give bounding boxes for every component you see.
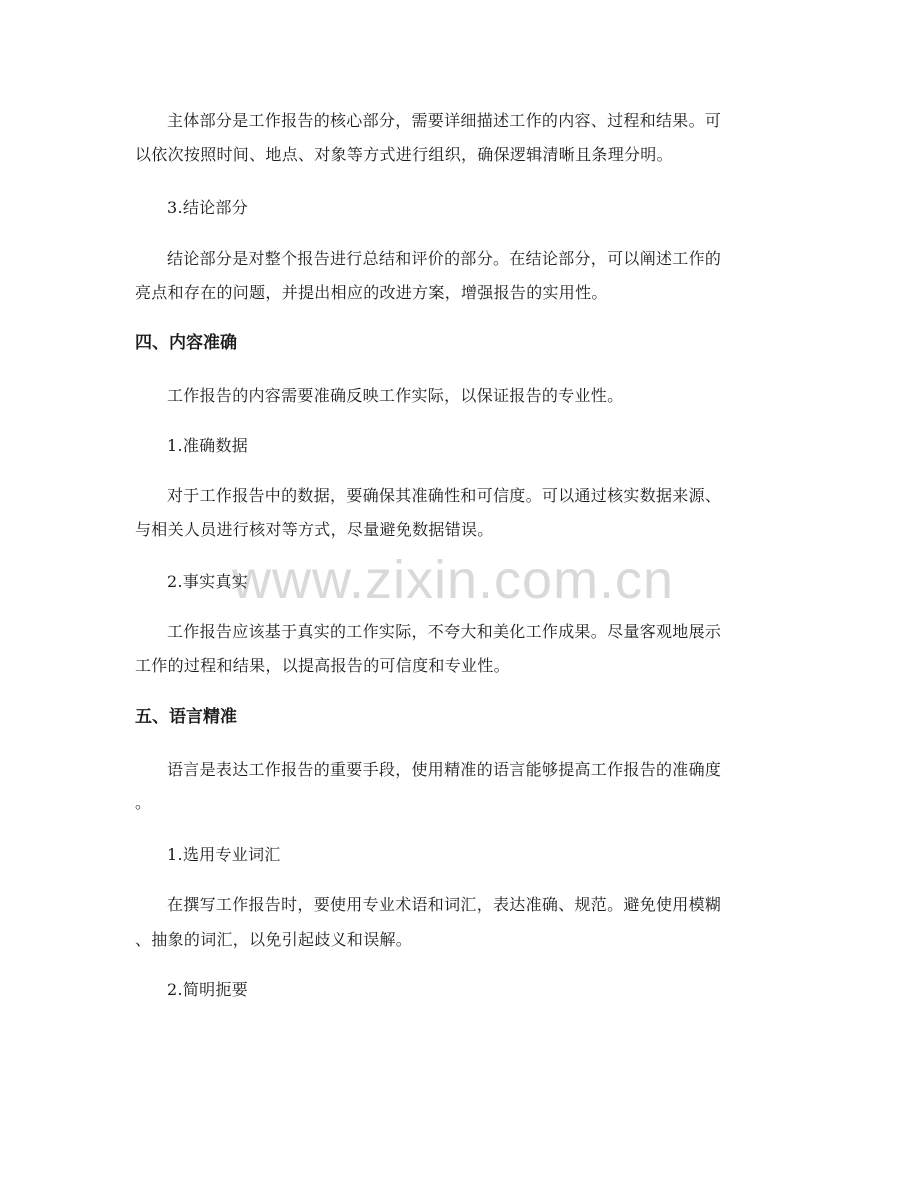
body-paragraph-conclusion-line-1: 结论部分是对整个报告进行总结和评价的部分。在结论部分，可以阐述工作的	[167, 249, 722, 268]
body-paragraph-conclusion-line-2: 亮点和存在的问题，并提出相应的改进方案，增强报告的实用性。	[135, 283, 608, 302]
section-heading-5: 五、语言精准	[135, 707, 237, 727]
subheading-accurate-data: 1.准确数据	[167, 436, 249, 455]
body-paragraph-language-line-2: 。	[135, 793, 152, 812]
body-paragraph-facts-line-1: 工作报告应该基于真实的工作实际，不夸大和美化工作成果。尽量客观地展示	[167, 622, 722, 641]
section-heading-4: 四、内容准确	[135, 333, 237, 353]
subheading-true-facts: 2.事实真实	[167, 572, 249, 591]
body-paragraph-language-line-1: 语言是表达工作报告的重要手段，使用精准的语言能够提高工作报告的准确度	[167, 760, 722, 779]
body-paragraph-vocabulary-line-1: 在撰写工作报告时，要使用专业术语和词汇，表达准确、规范。避免使用模糊	[167, 895, 722, 914]
body-paragraph-data-line-1: 对于工作报告中的数据，要确保其准确性和可信度。可以通过核实数据来源、	[167, 486, 722, 505]
watermark-text: www.zixin.com.cn	[232, 550, 675, 610]
body-paragraph-vocabulary-line-2: 、抽象的词汇，以免引起歧义和误解。	[135, 930, 413, 949]
body-paragraph-accuracy: 工作报告的内容需要准确反映工作实际，以保证报告的专业性。	[167, 386, 624, 405]
subheading-professional-vocabulary: 1.选用专业词汇	[167, 845, 281, 864]
body-paragraph-facts-line-2: 工作的过程和结果，以提高报告的可信度和专业性。	[135, 656, 510, 675]
subheading-conclusion: 3.结论部分	[167, 198, 249, 217]
body-paragraph-main-line-1: 主体部分是工作报告的核心部分，需要详细描述工作的内容、过程和结果。可	[167, 111, 722, 130]
body-paragraph-main-line-2: 以依次按照时间、地点、对象等方式进行组织，确保逻辑清晰且条理分明。	[135, 145, 673, 164]
body-paragraph-data-line-2: 与相关人员进行核对等方式，尽量避免数据错误。	[135, 520, 494, 539]
subheading-concise: 2.简明扼要	[167, 980, 249, 999]
